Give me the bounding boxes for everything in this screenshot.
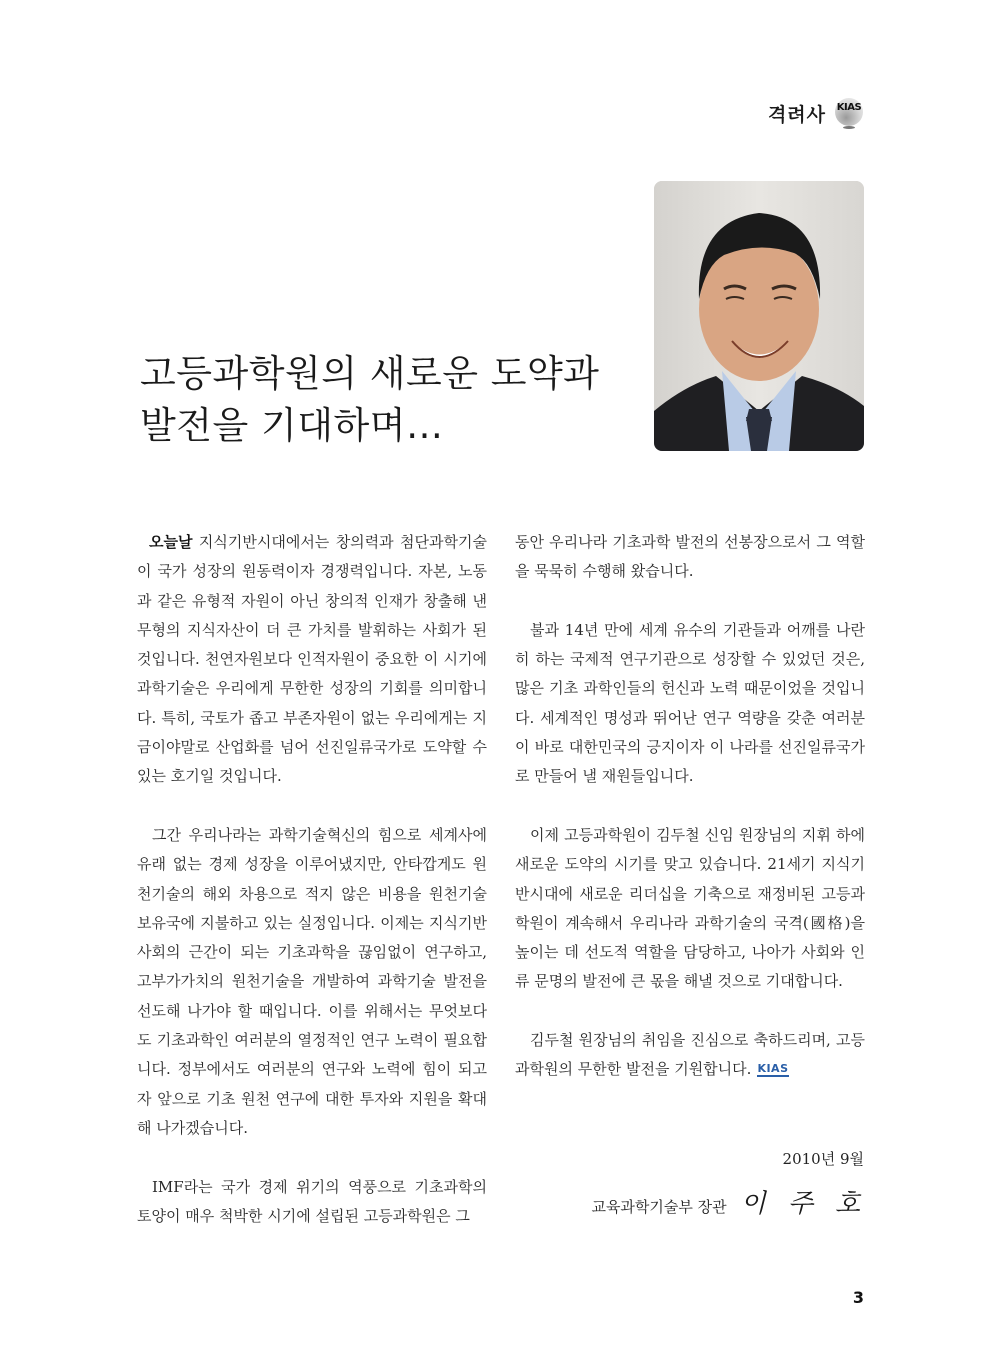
paragraph-5: 이제 고등과학원이 김두철 신임 원장님의 지휘 하에 새로운 도약의 시기를 맞고 있습니다. 21세기 지식기반시대에 새로운 리더십을 기축으로 재정비된 고등과학원이 계속해서 우리나라 과학기술의 국격(國格)을 높이는 데 선도적 역할을 담당하고, 나아가 사회와 인류 문명의 발전에 큰 몫을 해낼 것으로 기대합니다.	[515, 825, 865, 991]
author-position: 교육과학기술부 장관	[591, 1198, 727, 1216]
title-line-2: 발전을 기대하며…	[140, 404, 444, 447]
portrait-illustration	[654, 181, 864, 451]
paragraph-6	[515, 1026, 865, 1085]
paragraph-6-text: 김두철 원장님의 취임을 진심으로 축하드리며, 고등과학원의 무한한 발전을 기원합니다.	[515, 1031, 865, 1079]
signature-line	[591, 1183, 882, 1220]
article-column-left	[137, 528, 487, 1231]
paragraph-1	[137, 528, 487, 792]
paragraph-3: IMF라는 국가 경제 위기의 역풍으로 기초과학의 토양이 매우 척박한 시기에 설립된 고등과학원은 그	[137, 1177, 487, 1225]
section-label: 격려사	[767, 103, 826, 126]
kias-end-mark-icon: KIAS	[757, 1062, 789, 1076]
lead-word: 오늘날	[149, 533, 193, 551]
globe-base	[843, 126, 855, 129]
article-column-right	[515, 528, 865, 1085]
handwritten-signature: 이주호	[740, 1189, 882, 1219]
paragraph-3-continued: 동안 우리나라 기초과학 발전의 선봉장으로서 그 역할을 묵묵히 수행해 왔습니다.	[515, 533, 865, 581]
paragraph-2: 그간 우리나라는 과학기술혁신의 힘으로 세계사에 유래 없는 경제 성장을 이루어냈지만, 안타깝게도 원천기술의 해외 차용으로 적지 않은 비용을 원천기술 보유국에 지불하고 있는 실정입니다. 이제는 지식기반사회의 근간이 되는 기초과학을 끊임없이 연구하고, 고부가가치의 원천기술을 개발하여 과학기술 발전을 선도해 나가야 할 때입니다. 이를 위해서는 무엇보다도 기초과학인 여러분의 열정적인 연구 노력이 필요합니다. 정부에서도 여러분의 연구와 노력에 힘이 되고자 앞으로 기초 원천 연구에 대한 투자와 지원을 확대해 나가겠습니다.	[137, 825, 487, 1137]
article-title	[140, 348, 599, 452]
title-line-1: 고등과학원의 새로운 도약과	[140, 352, 600, 395]
paragraph-4: 불과 14년 만에 세계 유수의 기관들과 어깨를 나란히 하는 국제적 연구기관으로 성장할 수 있었던 것은, 많은 기초 과학인들의 헌신과 노력 때문이었을 것입니다. 세계적인 명성과 뛰어난 연구 역량을 갖춘 여러분이 바로 대한민국의 긍지이자 이 나라를 선진일류국가로 만들어 낼 재원들입니다.	[515, 620, 865, 786]
closing-date: 2010년 9월	[782, 1150, 864, 1168]
paragraph-1-text: 지식기반시대에서는 창의력과 첨단과학기술이 국가 성장의 원동력이자 경쟁력입니다. 자본, 노동과 같은 유형적 자원이 아닌 창의적 인재가 창출해 낸 무형의 지식자산이 더 큰 가치를 발휘하는 사회가 된 것입니다. 천연자원보다 인적자원이 중요한 이 시기에 과학기술은 우리에게 무한한 성장의 기회를 의미합니다. 특히, 국토가 좁고 부존자원이 없는 우리에게는 지금이야말로 산업화를 넘어 선진일류국가로 도약할 수 있는 호기일 것입니다.	[137, 533, 487, 786]
section-header	[768, 96, 864, 130]
kias-globe-logo-icon	[834, 96, 864, 130]
page-number: 3	[852, 1288, 864, 1307]
logo-text: KIAS	[836, 102, 862, 113]
portrait-photo	[654, 181, 864, 451]
